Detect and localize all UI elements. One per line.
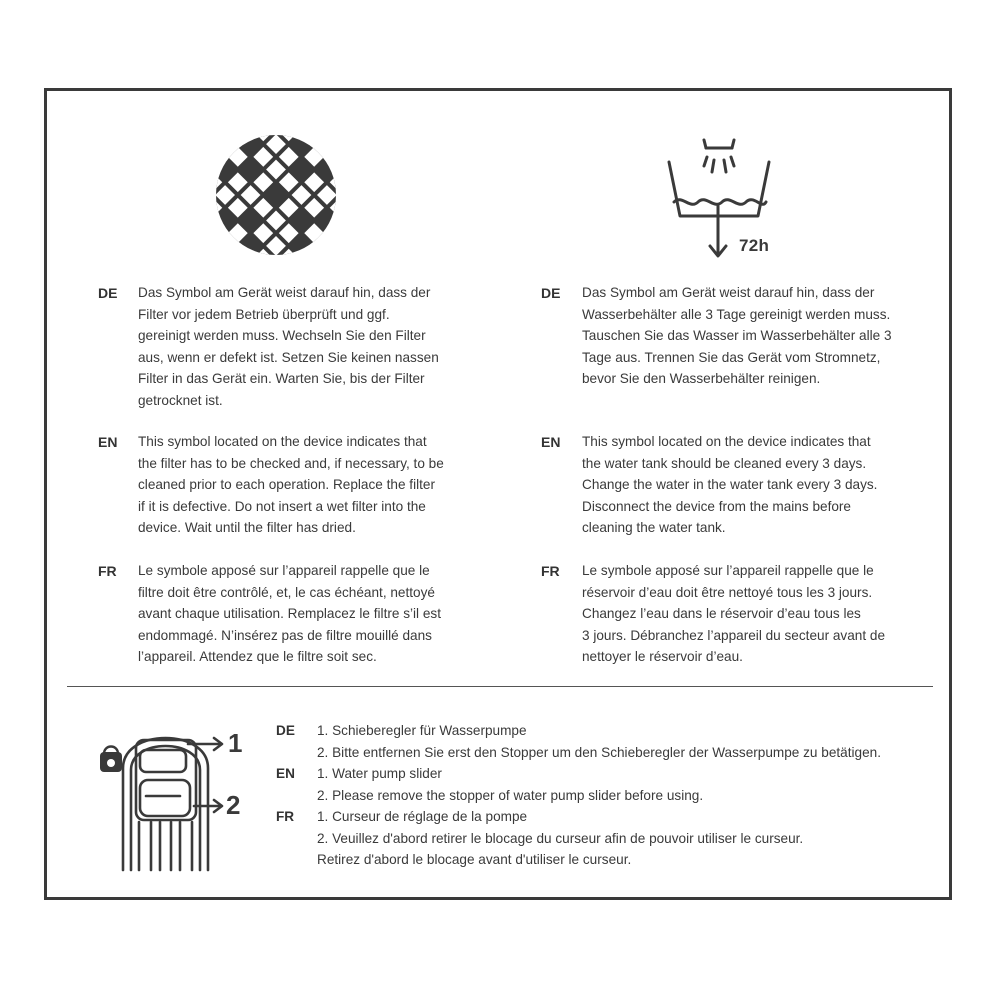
filter-text-en [138,431,444,539]
filter-grid-icon [213,132,339,258]
lang-code-fr: FR [98,563,117,579]
instruction-text: 1. Curseur de réglage de la pompe [317,809,528,824]
filter-cell [330,147,339,167]
lang-code: EN [276,766,295,781]
lang-code-de: DE [98,285,118,301]
filter-cell [330,249,339,258]
filter-text-fr [138,560,441,668]
text-line: This symbol located on the device indicates that [582,434,871,449]
text-line: avant chaque utilisation. Remplacez le filtre s’il est [138,606,441,621]
filter-cell [228,249,248,258]
text-line: 3 jours. Débranchez l’appareil du secteur avant de [582,627,886,643]
instruction-text: 1. Water pump slider [317,766,442,781]
text-line: Changez l’eau dans le réservoir d’eau tous les [582,606,861,621]
filter-cell [213,223,222,243]
text-line: gereinigt werden muss. Wechseln Sie den Filter [138,328,426,343]
lang-code-fr: FR [541,563,560,579]
text-line: Disconnect the device from the mains before [582,498,851,514]
text-line: Wasserbehälter alle 3 Tage gereinigt werden muss. [582,306,891,322]
text-line: bevor Sie den Wasserbehälter reinigen. [582,371,821,386]
tank-text-fr [582,560,885,668]
instruction-text: 2. Veuillez d'abord retirer le blocage du curseur afin de pouvoir utiliser le curseur. [317,830,804,846]
filter-cell [330,223,339,243]
instruction-text: Retirez d'abord le blocage avant d'utiliser le curseur. [317,852,632,867]
text-line: This symbol located on the device indicates that [138,434,427,449]
text-line: getrocknet ist. [138,392,223,408]
text-line: filtre doit être contrôlé, et, le cas échéant, nettoyé [138,584,435,600]
callout-1: 1 [228,728,243,758]
text-line: Tage aus. Trennen Sie das Gerät vom Stromnetz, [582,349,881,365]
text-line: Das Symbol am Gerät weist darauf hin, dass der [138,285,431,300]
text-line: the water tank should be cleaned every 3 days. [582,455,867,471]
tank-text-en [582,431,877,539]
text-line: Le symbole apposé sur l’appareil rappelle que le [582,563,874,578]
text-line: nettoyer le réservoir d’eau. [582,649,743,664]
lang-code-en: EN [541,434,561,450]
filter-cell [228,132,248,141]
callout-2: 2 [226,790,241,820]
filter-text-de [138,282,439,411]
filter-cell [213,132,222,141]
lang-code-en: EN [98,434,118,450]
text-line: Filter vor jedem Betrieb überprüft und ggf. [138,306,390,322]
lang-code: FR [276,809,295,824]
section-divider [67,686,933,687]
text-line: réservoir d’eau doit être nettoyé tous les 3 jours. [582,584,873,600]
filter-cell [304,132,324,141]
filter-cell [213,147,222,167]
instruction-text: 1. Schieberegler für Wasserpumpe [317,723,527,738]
tank-text-de [582,282,892,390]
text-line: Filter in das Gerät ein. Warten Sie, bis der Filter [138,371,425,386]
filter-cell [330,132,339,141]
filter-cell [213,249,222,258]
text-line: Change the water in the water tank every 3 days. [582,477,878,492]
instruction-text: 2. Please remove the stopper of water pump slider before using. [317,787,704,803]
text-line: Tauschen Sie das Wasser im Wasserbehälter alle 3 [582,328,892,343]
text-line: Le symbole apposé sur l’appareil rappelle que le [138,563,430,578]
lang-code-de: DE [541,285,561,301]
text-line: l’appareil. Attendez que le filtre soit sec. [138,649,377,664]
instruction-text: 2. Bitte entfernen Sie erst den Stopper um den Schieberegler der Wasserpumpe zu betätigen. [317,744,881,760]
text-line: cleaning the water tank. [582,520,726,535]
lang-code: DE [276,723,295,738]
text-line: device. Wait until the filter has dried. [138,520,356,535]
lock-icon [100,747,122,773]
text-line: the filter has to be checked and, if necessary, to be [138,455,444,471]
filter-cell [304,249,324,258]
text-line: Das Symbol am Gerät weist darauf hin, dass der [582,285,875,300]
text-line: endommagé. N’insérez pas de filtre mouillé dans [138,627,432,643]
text-line: aus, wenn er defekt ist. Setzen Sie keinen nassen [138,349,439,365]
text-line: if it is defective. Do not insert a wet filter into the [138,498,426,514]
text-line: cleaned prior to each operation. Replace the filter [138,477,435,492]
tank-interval-label: 72h [739,236,770,255]
